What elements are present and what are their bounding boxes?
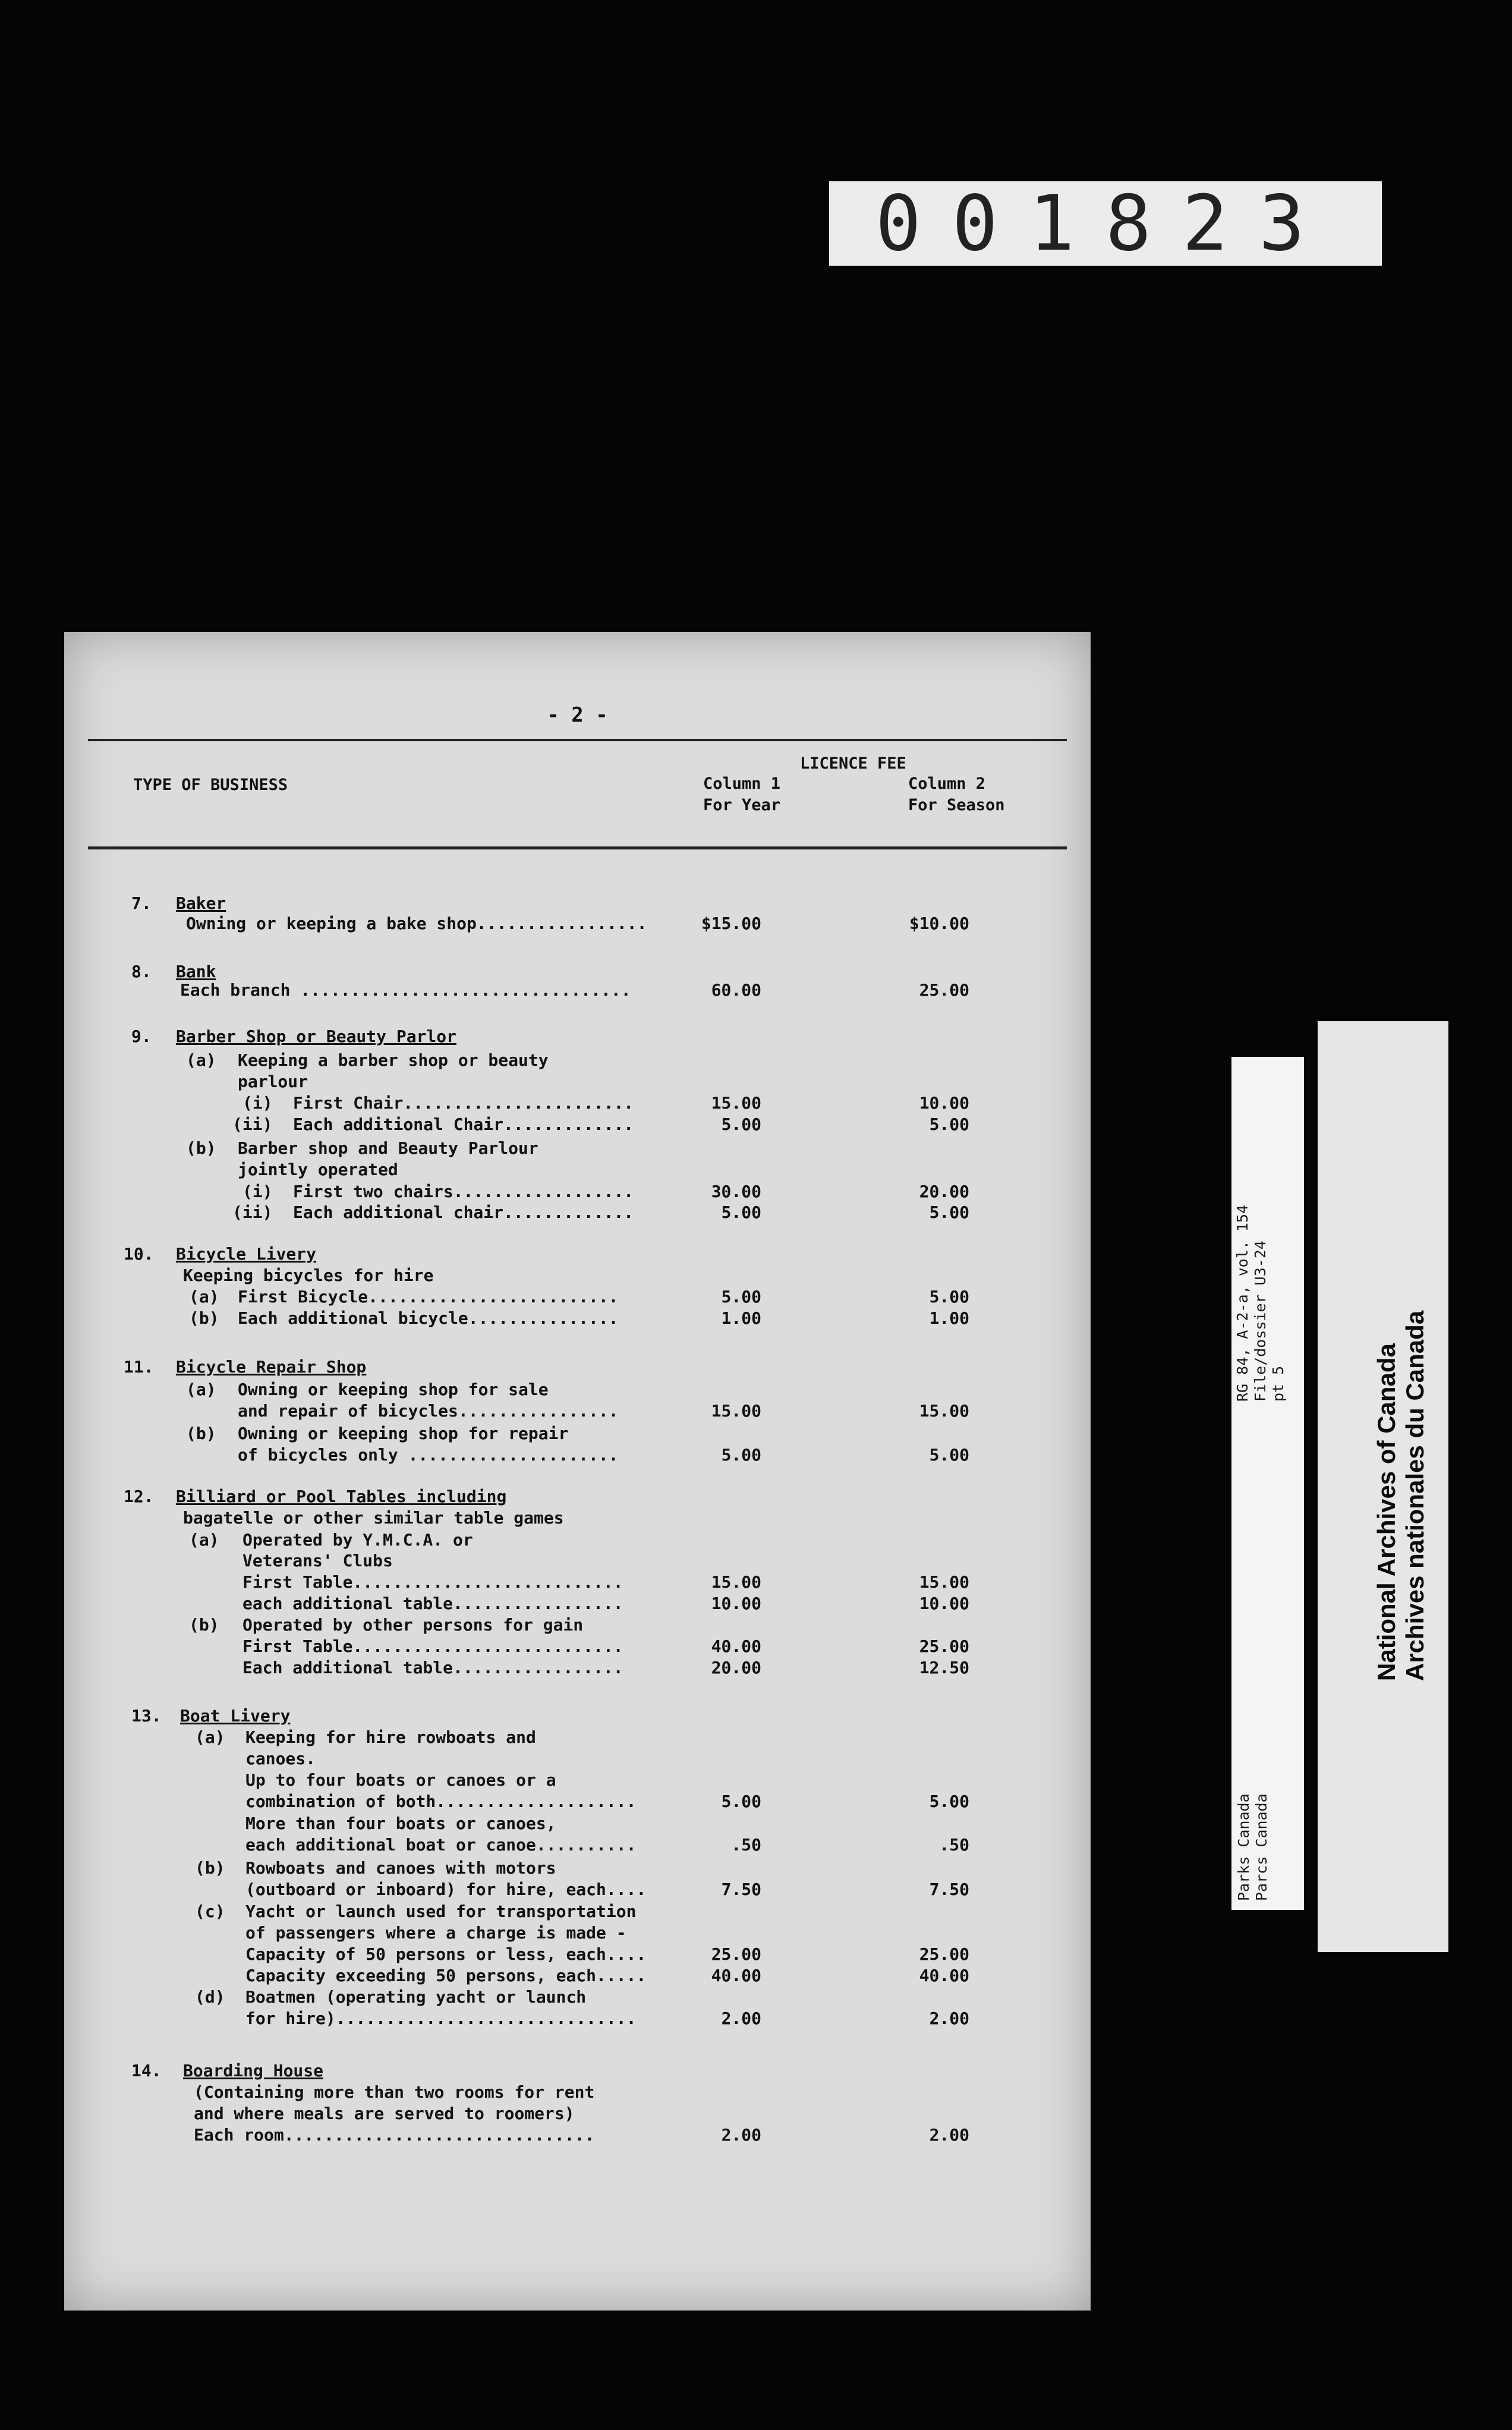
row-label: First Bicycle.........................	[238, 1287, 619, 1307]
row-label: of passengers where a charge is made -	[245, 1923, 626, 1943]
section-number: 14.	[131, 2061, 162, 2080]
row-sub-index: (ii)	[232, 1115, 273, 1134]
row-label: parlour	[238, 1072, 308, 1091]
row-label: Each additional chair.............	[293, 1203, 634, 1222]
column-1-value: 30.00	[711, 1182, 761, 1201]
column-1-value: 7.50	[721, 1880, 761, 1899]
column-2-value: 25.00	[919, 980, 969, 1000]
sub-letter: (a)	[189, 1530, 219, 1550]
column-2-value: 25.00	[919, 1944, 969, 1964]
parks-canada-line: Parcs Canada	[1253, 1793, 1270, 1901]
row-label: Veterans' Clubs	[242, 1551, 393, 1570]
column-1-value: 2.00	[721, 2125, 761, 2145]
sub-letter: (b)	[186, 1138, 216, 1158]
column-2-value: 20.00	[919, 1182, 969, 1201]
sub-letter: (b)	[189, 1615, 219, 1635]
column-2-value: $10.00	[909, 914, 969, 933]
archive-reference-text	[1234, 1205, 1287, 1402]
row-label: combination of both....................	[245, 1792, 637, 1811]
row-label: and repair of bicycles................	[238, 1401, 619, 1421]
archive-reference-tag	[1231, 1057, 1304, 1910]
section-title: Bicycle Repair Shop	[176, 1357, 367, 1377]
column-1-value: 5.00	[721, 1115, 761, 1134]
column-1-value: 5.00	[721, 1792, 761, 1811]
column-1-value: 60.00	[711, 980, 761, 1000]
row-label: canoes.	[245, 1749, 316, 1768]
column-1-value: $15.00	[701, 914, 761, 933]
sub-letter: (d)	[195, 1987, 225, 2007]
column-1-value: 15.00	[711, 1093, 761, 1113]
column-2-value: 12.50	[919, 1658, 969, 1677]
row-label: Keeping bicycles for hire	[183, 1266, 434, 1285]
row-label: Keeping a barber shop or beauty	[238, 1050, 549, 1070]
section-title: Boarding House	[183, 2061, 324, 2080]
row-label: (outboard or inboard) for hire, each....	[245, 1880, 647, 1899]
row-label: First Table...........................	[242, 1572, 623, 1592]
section-title: Bank	[176, 962, 216, 981]
column-1-value: 2.00	[721, 2009, 761, 2028]
row-label: More than four boats or canoes,	[245, 1814, 556, 1833]
national-archives-text	[1372, 1311, 1429, 1681]
row-label: Capacity exceeding 50 persons, each.....	[245, 1966, 647, 1985]
row-label: Each additional bicycle...............	[238, 1308, 619, 1328]
column-2-value: 25.00	[919, 1636, 969, 1656]
national-archives-line: Archives nationales du Canada	[1401, 1310, 1429, 1681]
row-label: Each branch .................................	[180, 980, 631, 1000]
column-1-value: .50	[731, 1835, 761, 1855]
licence-fee-header: LICENCE FEE	[800, 754, 906, 773]
reference-line: RG 84, A-2-a, vol. 154	[1234, 1204, 1251, 1402]
row-label: each additional boat or canoe..........	[245, 1835, 637, 1855]
section-number: 7.	[131, 893, 152, 913]
column-2-value: 5.00	[929, 1203, 969, 1222]
column-1-value: 25.00	[711, 1944, 761, 1964]
row-label: Each additional Chair.............	[293, 1115, 634, 1134]
header-bottom-rule	[88, 846, 1067, 849]
section-number: 11.	[124, 1357, 154, 1377]
column-2-value: 5.00	[929, 1115, 969, 1134]
row-label: of bicycles only .....................	[238, 1445, 619, 1465]
reference-line: pt 5	[1270, 1365, 1287, 1402]
row-sub-index: (b)	[189, 1308, 219, 1328]
column-1-value: 1.00	[721, 1308, 761, 1328]
column-1-value: 10.00	[711, 1594, 761, 1613]
sub-letter: (a)	[195, 1727, 225, 1747]
column-2-value: 5.00	[929, 1445, 969, 1465]
column-1-value: 40.00	[711, 1636, 761, 1656]
row-sub-index: (i)	[242, 1093, 273, 1113]
parks-canada-text	[1235, 1793, 1271, 1901]
column-1-value: 15.00	[711, 1572, 761, 1592]
page-number: - 2 -	[547, 703, 608, 727]
column-2-subheader: For Season	[908, 796, 1005, 814]
column-2-value: 10.00	[919, 1594, 969, 1613]
column-2-value: 1.00	[929, 1308, 969, 1328]
column-1-value: 5.00	[721, 1203, 761, 1222]
column-2-value: 2.00	[929, 2125, 969, 2145]
column-2-value: 15.00	[919, 1572, 969, 1592]
section-number: 9.	[131, 1027, 152, 1046]
document-page	[64, 632, 1091, 2311]
row-sub-index: (i)	[242, 1182, 273, 1201]
column-2-value: 5.00	[929, 1792, 969, 1811]
column-2-value: 40.00	[919, 1966, 969, 1985]
row-sub-index: (a)	[189, 1287, 219, 1307]
sub-letter: (c)	[195, 1902, 225, 1921]
sub-letter: (b)	[195, 1858, 225, 1878]
row-label: bagatelle or other similar table games	[183, 1508, 564, 1528]
column-2-value: .50	[939, 1835, 969, 1855]
frame-number-label: 001823	[829, 181, 1382, 266]
section-title: Billiard or Pool Tables including	[176, 1487, 507, 1506]
national-archives-line: National Archives of Canada	[1372, 1343, 1400, 1681]
row-label: each additional table.................	[242, 1594, 623, 1613]
sub-letter: (a)	[186, 1380, 216, 1399]
column-2-value: 2.00	[929, 2009, 969, 2028]
row-label: Barber shop and Beauty Parlour	[238, 1138, 538, 1158]
section-title: Boat Livery	[180, 1706, 291, 1726]
parks-canada-line: Parks Canada	[1235, 1793, 1252, 1901]
row-label: Boatmen (operating yacht or launch	[245, 1987, 587, 2007]
row-label: and where meals are served to roomers)	[194, 2104, 575, 2123]
type-of-business-header: TYPE OF BUSINESS	[133, 776, 288, 794]
column-2-value: 10.00	[919, 1093, 969, 1113]
column-1-value: 5.00	[721, 1445, 761, 1465]
section-title: Barber Shop or Beauty Parlor	[176, 1027, 457, 1046]
row-label: Owning or keeping a bake shop.................	[186, 914, 647, 933]
column-2-header: Column 2	[908, 775, 986, 793]
row-label: Operated by Y.M.C.A. or	[242, 1530, 473, 1550]
row-label: Keeping for hire rowboats and	[245, 1727, 536, 1747]
row-label: (Containing more than two rooms for rent	[194, 2082, 595, 2102]
section-title: Baker	[176, 893, 226, 913]
row-label: Operated by other persons for gain	[242, 1615, 584, 1635]
row-label: First two chairs..................	[293, 1182, 634, 1201]
row-label: First Chair.......................	[293, 1093, 634, 1113]
column-2-value: 5.00	[929, 1287, 969, 1307]
column-1-value: 20.00	[711, 1658, 761, 1677]
row-label: jointly operated	[238, 1160, 398, 1179]
row-label: for hire)..............................	[245, 2009, 637, 2028]
column-2-value: 7.50	[929, 1880, 969, 1899]
national-archives-tag	[1318, 1021, 1448, 1952]
row-label: Each room...............................	[194, 2125, 595, 2145]
column-1-subheader: For Year	[703, 796, 781, 814]
section-title: Bicycle Livery	[176, 1244, 317, 1264]
row-label: Rowboats and canoes with motors	[245, 1858, 556, 1878]
section-number: 13.	[131, 1706, 162, 1726]
column-1-header: Column 1	[703, 775, 781, 793]
section-number: 10.	[124, 1244, 154, 1264]
row-sub-index: (ii)	[232, 1203, 273, 1222]
column-1-value: 40.00	[711, 1966, 761, 1985]
reference-line: File/dossier U3-24	[1252, 1241, 1269, 1402]
header-top-rule	[88, 739, 1067, 741]
row-label: Up to four boats or canoes or a	[245, 1770, 556, 1790]
row-label: Capacity of 50 persons or less, each....	[245, 1944, 647, 1964]
section-number: 12.	[124, 1487, 154, 1506]
column-1-value: 15.00	[711, 1401, 761, 1421]
sub-letter: (a)	[186, 1050, 216, 1070]
sub-letter: (b)	[186, 1424, 216, 1443]
row-label: Yacht or launch used for transportation	[245, 1902, 637, 1921]
row-label: Owning or keeping shop for sale	[238, 1380, 549, 1399]
column-1-value: 5.00	[721, 1287, 761, 1307]
row-label: Owning or keeping shop for repair	[238, 1424, 569, 1443]
section-number: 8.	[131, 962, 152, 981]
row-label: First Table...........................	[242, 1636, 623, 1656]
row-label: Each additional table.................	[242, 1658, 623, 1677]
column-2-value: 15.00	[919, 1401, 969, 1421]
